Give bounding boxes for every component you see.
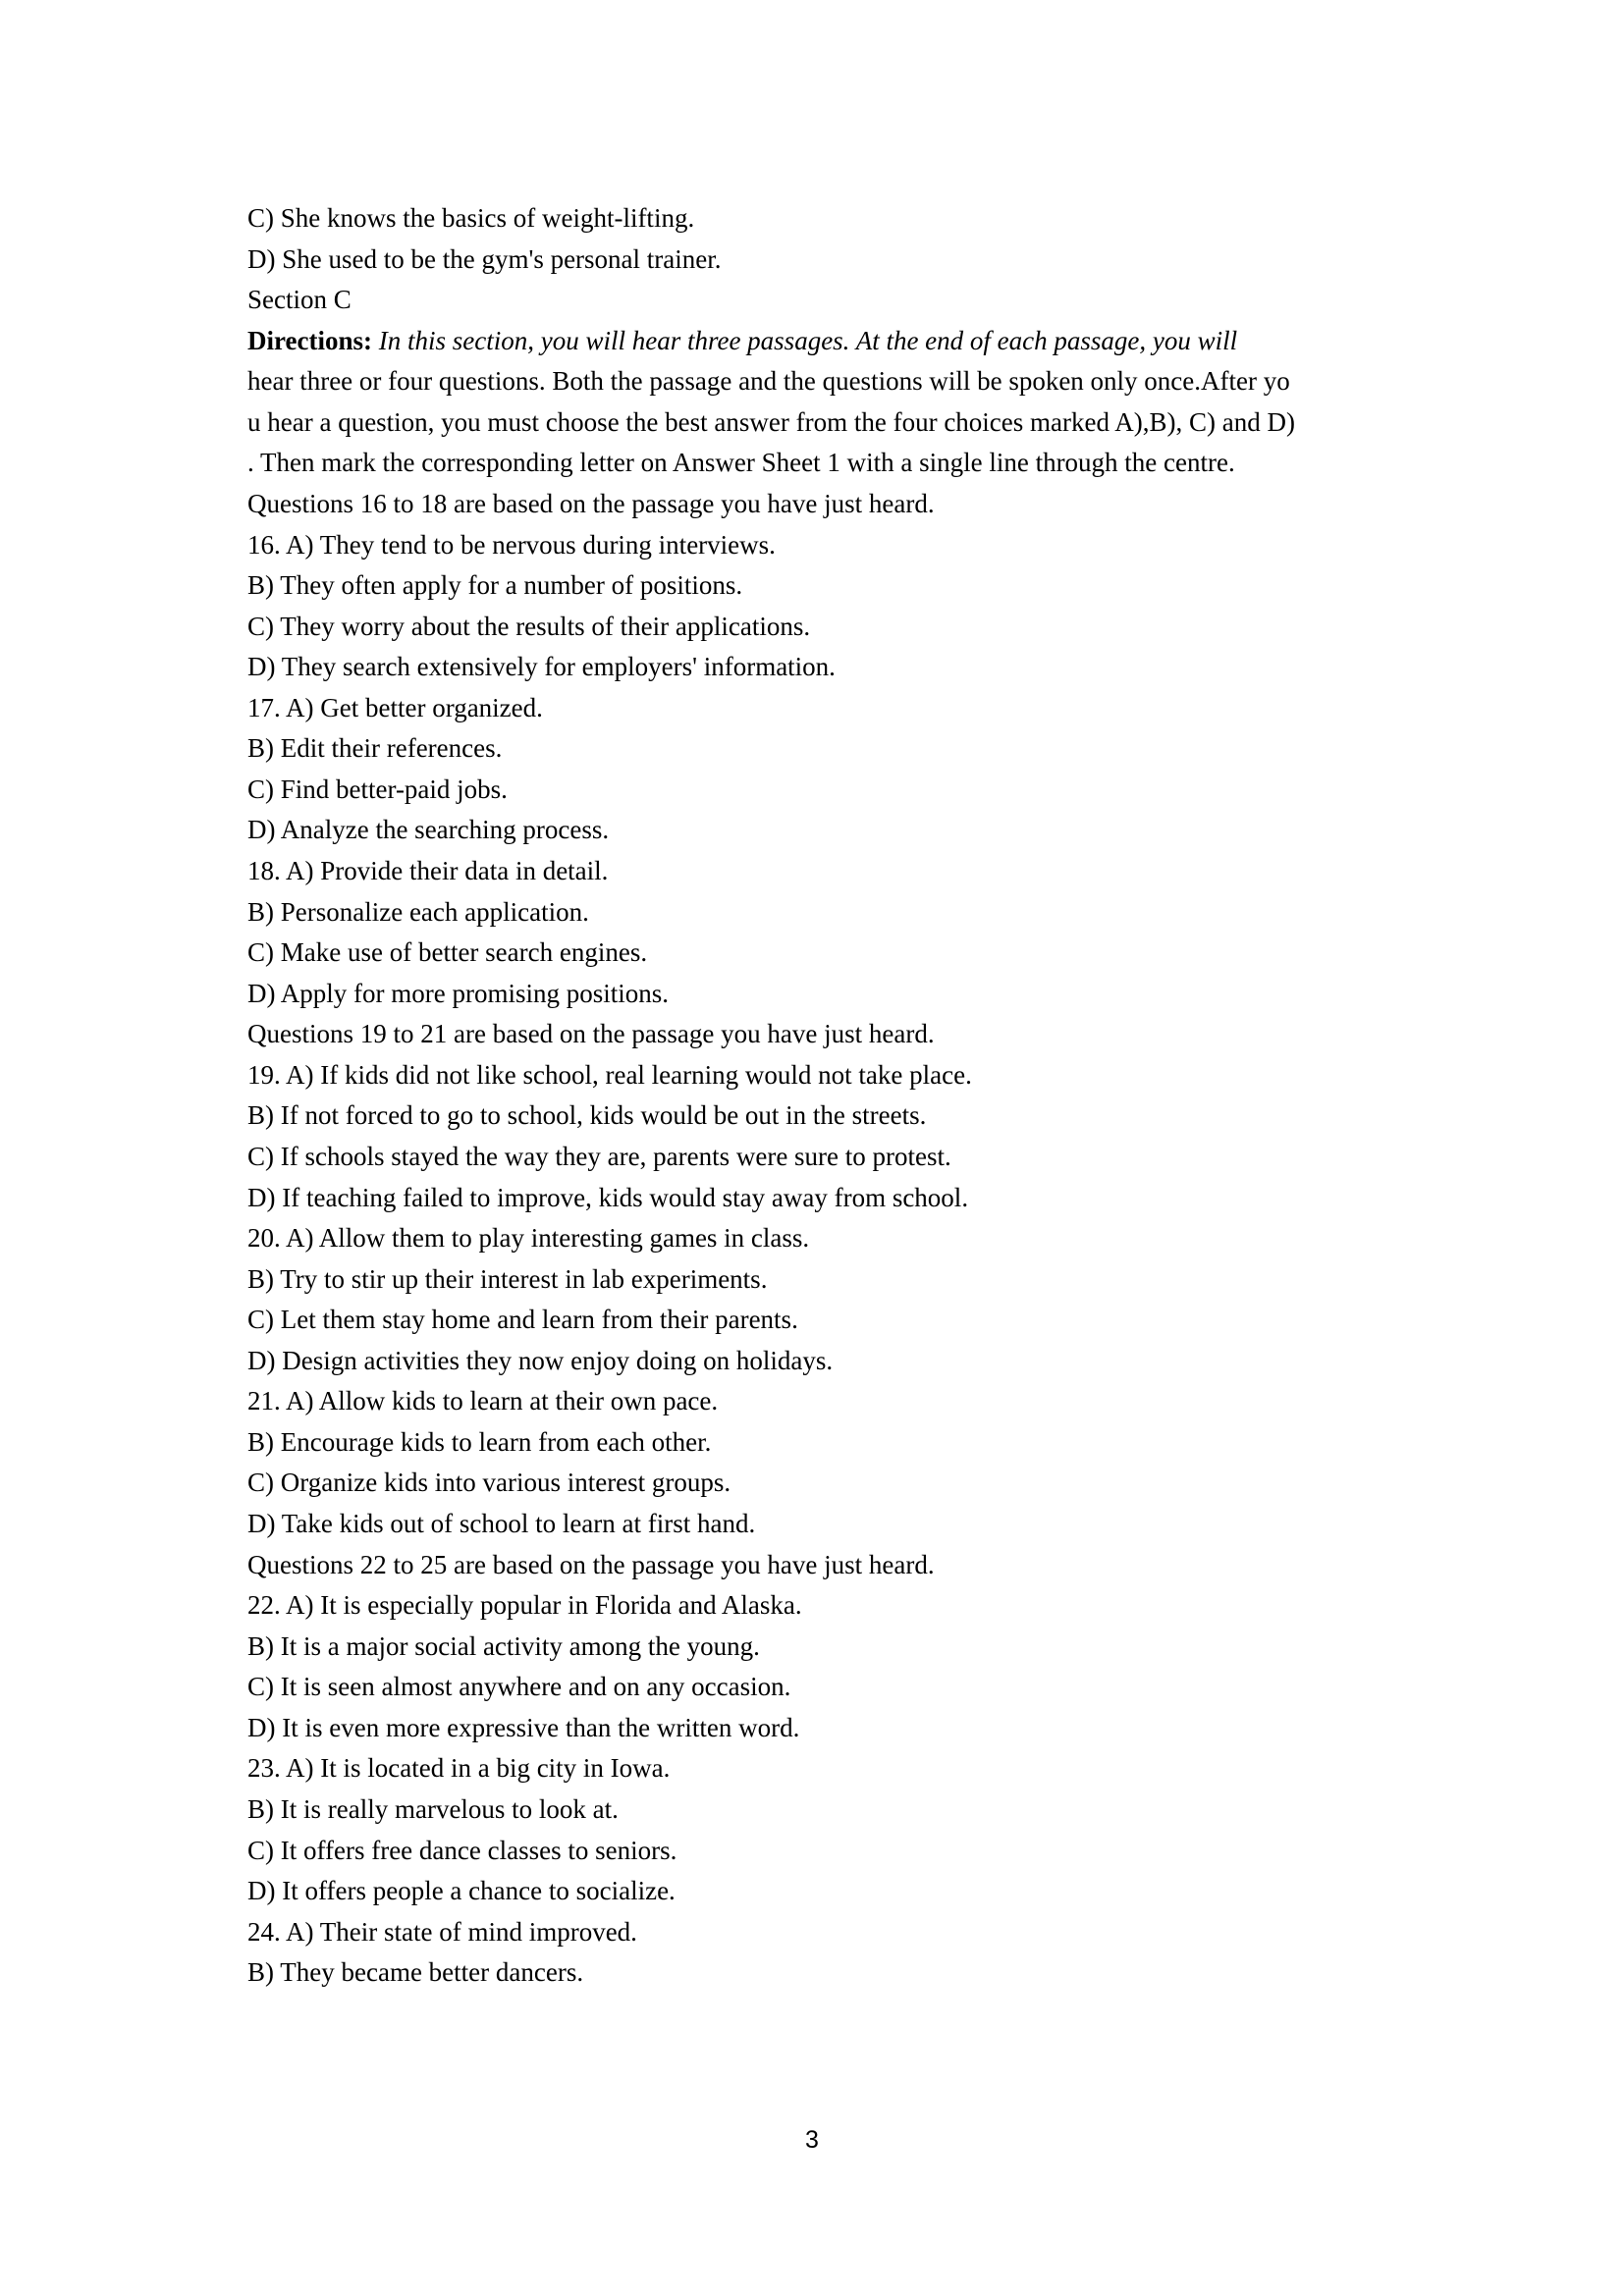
answer-option: B) It is really marvelous to look at. [247, 1793, 619, 1824]
answer-option: 18. A) Provide their data in detail. [247, 856, 609, 885]
answer-option: C) It is seen almost anywhere and on any occasion. [247, 1672, 791, 1702]
answer-option: C) It offers free dance classes to seniors. [247, 1835, 677, 1865]
document-body [247, 198, 1377, 1994]
answer-option: 22. A) It is especially popular in Florida and Alaska. [247, 1590, 802, 1621]
directions-line: u hear a question, you must choose the best answer from the four choices marked A),B), C) and D) [247, 406, 1295, 437]
answer-option: 24. A) Their state of mind improved. [247, 1916, 637, 1947]
answer-option: 19. A) If kids did not like school, real learning would not take place. [247, 1059, 972, 1090]
answer-option: C) Let them stay home and learn from their parents. [247, 1305, 798, 1335]
answer-option: C) They worry about the results of their applications. [247, 611, 811, 641]
answer-option: C) Find better-paid jobs. [247, 774, 508, 804]
answer-option: D) Take kids out of school to learn at first hand. [247, 1509, 756, 1538]
answer-option: B) Encourage kids to learn from each other. [247, 1426, 712, 1457]
section-heading: Section C [247, 285, 352, 315]
answer-option: D) It offers people a chance to socialize. [247, 1876, 676, 1906]
answer-option: B) If not forced to go to school, kids would be out in the streets. [247, 1100, 927, 1131]
answer-option: B) They often apply for a number of positions. [247, 570, 743, 601]
question-group-heading: Questions 22 to 25 are based on the passage you have just heard. [247, 1549, 935, 1579]
directions-text: In this section, you will hear three passages. At the end of each passage, you will [371, 325, 1238, 355]
answer-option: B) Personalize each application. [247, 896, 589, 927]
question-group-heading: Questions 19 to 21 are based on the passage you have just heard. [247, 1019, 935, 1049]
answer-option: D) She used to be the gym's personal trainer. [247, 243, 722, 274]
page-number: 3 [805, 2126, 819, 2154]
directions-line [247, 321, 1377, 362]
answer-option: D) They search extensively for employers' information. [247, 652, 836, 682]
answer-option: C) If schools stayed the way they are, parents were sure to protest. [247, 1141, 951, 1171]
answer-option: D) It is even more expressive than the written word. [247, 1712, 800, 1742]
answer-option: 23. A) It is located in a big city in Iowa. [247, 1753, 671, 1784]
answer-option: C) Make use of better search engines. [247, 937, 648, 968]
answer-option: C) She knows the basics of weight-lifting. [247, 203, 695, 233]
answer-option: 16. A) They tend to be nervous during interviews. [247, 529, 776, 560]
answer-option: D) Design activities they now enjoy doing on holidays. [247, 1345, 834, 1375]
answer-option: B) Edit their references. [247, 733, 503, 764]
answer-option: B) They became better dancers. [247, 1957, 584, 1988]
directions-line: . Then mark the corresponding letter on Answer Sheet 1 with a single line through the centre. [247, 448, 1235, 478]
answer-option: 20. A) Allow them to play interesting games in class. [247, 1223, 810, 1254]
answer-option: D) Apply for more promising positions. [247, 978, 669, 1008]
answer-option: 17. A) Get better organized. [247, 692, 543, 722]
answer-option: B) Try to stir up their interest in lab experiments. [247, 1263, 768, 1294]
answer-option: C) Organize kids into various interest groups. [247, 1468, 731, 1498]
answer-option: B) It is a major social activity among the young. [247, 1630, 760, 1661]
directions-label: Directions: [247, 325, 372, 355]
answer-option: 21. A) Allow kids to learn at their own pace. [247, 1386, 719, 1416]
question-group-heading: Questions 16 to 18 are based on the passage you have just heard. [247, 488, 935, 518]
answer-option: D) If teaching failed to improve, kids would stay away from school. [247, 1182, 969, 1212]
answer-option: D) Analyze the searching process. [247, 815, 610, 845]
directions-line: hear three or four questions. Both the passage and the questions will be spoken only once.After yo [247, 366, 1290, 397]
